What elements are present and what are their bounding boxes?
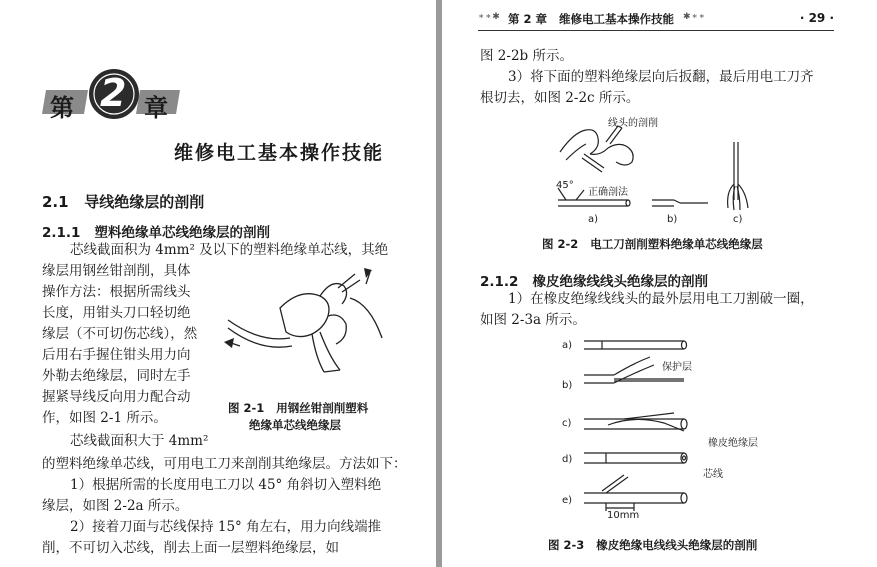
fig2-sub-b: b) xyxy=(667,214,678,225)
text-line: 削，不可切入芯线，削去上面一层塑料绝缘层，如 xyxy=(42,540,339,556)
text-line: 后用右手握住钳头用力向 xyxy=(42,347,191,363)
fig2-sub-a: a) xyxy=(588,214,599,225)
text-line: 缘层（不可切伤芯线），然 xyxy=(42,326,198,342)
text-line: 外勒去绝缘层，同时左手 xyxy=(42,368,191,384)
running-header xyxy=(478,10,834,30)
fig3-sub-b: b) xyxy=(562,380,573,391)
chapter-badge xyxy=(40,68,175,120)
header-stars-right: ✱∗∗ xyxy=(683,12,706,22)
chapter-title: 维修电工基本操作技能 xyxy=(174,142,385,164)
header-rule xyxy=(478,30,834,31)
fig3-sub-e: e) xyxy=(562,495,573,506)
figure-2-1-caption-line1: 图 2-1 用钢丝钳剖削塑料 xyxy=(228,401,369,415)
para2-line1: 芯线截面积大于 4mm² xyxy=(70,433,209,449)
text-line: 图 2-2b 所示。 xyxy=(480,48,573,64)
fig3-sub-a: a) xyxy=(562,340,573,351)
figure-2-1-illustration xyxy=(220,268,390,398)
chapter-number: 2 xyxy=(100,71,127,115)
para1-wrap xyxy=(42,261,197,429)
figure-2-3-illustration xyxy=(584,335,714,515)
fig3-sub-c: c) xyxy=(562,418,572,429)
figure-2-2-caption: 图 2-2 电工刀剖削塑料绝缘单芯线绝缘层 xyxy=(542,237,763,251)
fig3-sub-d: d) xyxy=(562,454,573,465)
fig2-sub-c: c) xyxy=(733,214,743,225)
para2-rest xyxy=(42,454,407,559)
text-line: 1）根据所需的长度用电工刀以 45° 角斜切入塑料绝 xyxy=(70,477,382,493)
fig3-label-protect: 保护层 xyxy=(662,362,692,373)
figure-2-1-caption-line2: 绝缘单芯线绝缘层 xyxy=(249,418,341,432)
text-line: 根切去，如图 2-2c 所示。 xyxy=(480,90,640,106)
text-line: 2）接着刀面与芯线保持 15° 角左右，用力向线端推 xyxy=(70,519,382,535)
chapter-suffix: 章 xyxy=(144,93,168,122)
text-line: 1）在橡皮绝缘线线头的最外层用电工刀割破一圈， xyxy=(508,291,814,307)
subsection-heading: 2.1.1 塑料绝缘单芯线绝缘层的剖削 xyxy=(42,225,271,241)
header-stars-left: ∗∗✱ xyxy=(478,12,501,22)
header-text: 第 2 章 维修电工基本操作技能 xyxy=(508,12,675,26)
section-heading: 2.1 导线绝缘层的剖削 xyxy=(42,193,205,211)
page-number: · 29 · xyxy=(799,11,834,25)
text-line: 的塑料绝缘单芯线，可用电工刀来剖削其绝缘层。方法如下： xyxy=(42,456,407,472)
fig2-label-method: 正确剖法 xyxy=(588,187,628,198)
fig3-label-rubber: 橡皮绝缘层 xyxy=(708,438,758,449)
chapter-prefix: 第 xyxy=(50,93,74,122)
text-line: 缘层，如图 2-2a 所示。 xyxy=(42,498,189,514)
text-line: 缘层用钢丝钳剖削，具体 xyxy=(42,263,191,279)
fig2-label-strip: 线头的剖削 xyxy=(608,118,658,129)
text-line: 操作方法：根据所需线头 xyxy=(42,284,191,300)
page-divider xyxy=(436,0,442,567)
figure-2-2-illustration xyxy=(556,112,796,222)
fig2-label-angle: 45° xyxy=(556,180,574,191)
text-line: 握紧导线反向用力配合动 xyxy=(42,389,191,405)
text-line: 3）将下面的塑料绝缘层向后扳翻，最后用电工刀齐 xyxy=(508,69,814,85)
subsection-heading-2-1-2: 2.1.2 橡皮绝缘线线头绝缘层的剖削 xyxy=(480,274,709,290)
text-line: 如图 2-3a 所示。 xyxy=(480,312,586,328)
text-line: 长度，用钳头刀口轻切绝 xyxy=(42,305,191,321)
text-line: 作，如图 2-1 所示。 xyxy=(42,410,167,426)
figure-2-3-caption: 图 2-3 橡皮绝缘电线线头绝缘层的剖削 xyxy=(548,538,758,552)
para1-line1: 芯线截面积为 4mm² 及以下的塑料绝缘单芯线，其绝 xyxy=(70,242,389,258)
fig3-label-core: 芯线 xyxy=(703,469,723,480)
fig3-label-dim: 10mm xyxy=(607,510,640,521)
